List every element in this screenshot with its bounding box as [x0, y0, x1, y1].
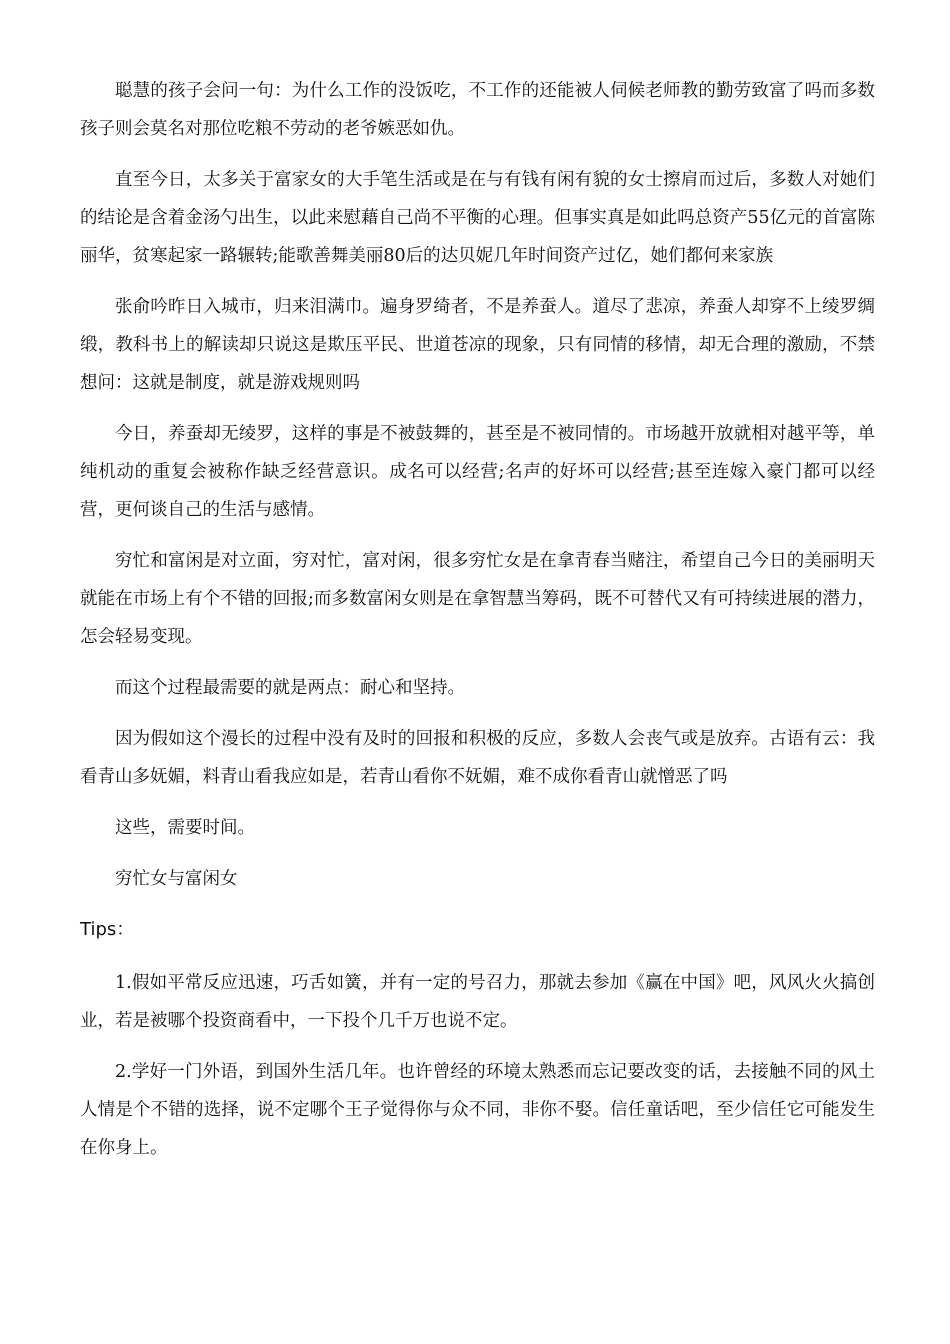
paragraph-8: 这些，需要时间。	[115, 818, 255, 838]
paragraph-2: 直至今日，太多关于富家女的大手笔生活或是在与有钱有闲有貌的女士擦肩而过后，多数人对她们的结论是含着金汤勺出生，以此来慰藉自己尚不平衡的心理。但事实真是如此吗总资产55亿元的首富陈丽华，贫寒起家一路辗转;能歌善舞美丽80后的达贝妮几年时间资产过亿，她们都何来家族	[80, 170, 875, 266]
paragraph-7: 因为假如这个漫长的过程中没有及时的回报和积极的反应，多数人会丧气或是放弃。古语有云：我看青山多妩媚，料青山看我应如是，若青山看你不妩媚，难不成你看青山就憎恶了吗	[80, 729, 875, 787]
paragraph-4: 今日，养蚕却无绫罗，这样的事是不被鼓舞的，甚至是不被同情的。市场越开放就相对越平等，单纯机动的重复会被称作缺乏经营意识。成名可以经营;名声的好坏可以经营;甚至连嫁入豪门都可以经营，更何谈自己的生活与感情。	[80, 424, 875, 520]
paragraph-5: 穷忙和富闲是对立面，穷对忙，富对闲，很多穷忙女是在拿青春当赌注，希望自己今日的美丽明天就能在市场上有个不错的回报;而多数富闲女则是在拿智慧当筹码，既不可替代又有可持续进展的潜力，怎会轻易变现。	[80, 551, 875, 647]
paragraph-1: 聪慧的孩子会问一句：为什么工作的没饭吃，不工作的还能被人伺候老师教的勤劳致富了吗而多数孩子则会莫名对那位吃粮不劳动的老爷嫉恶如仇。	[80, 81, 875, 139]
tips-heading: Tips：	[80, 919, 135, 940]
tip-item-1: 1.假如平常反应迅速，巧舌如簧，并有一定的号召力，那就去参加《赢在中国》吧，风风火火搞创业，若是被哪个投资商看中，一下投个几千万也说不定。	[80, 973, 875, 1031]
paragraph-6: 而这个过程最需要的就是两点：耐心和坚持。	[115, 678, 465, 698]
section-title: 穷忙女与富闲女	[115, 869, 238, 889]
paragraph-3: 张俞吟昨日入城市，归来泪满巾。遍身罗绮者，不是养蚕人。道尽了悲凉，养蚕人却穿不上绫罗绸缎，教科书上的解读却只说这是欺压平民、世道苍凉的现象，只有同情的移情，却无合理的激励，不禁想问：这就是制度，就是游戏规则吗	[80, 297, 875, 393]
document-page	[80, 72, 875, 1180]
tip-item-2: 2.学好一门外语，到国外生活几年。也许曾经的环境太熟悉而忘记要改变的话，去接触不同的风土人情是个不错的选择，说不定哪个王子觉得你与众不同，非你不娶。信任童话吧，至少信任它可能发生在你身上。	[80, 1062, 875, 1158]
